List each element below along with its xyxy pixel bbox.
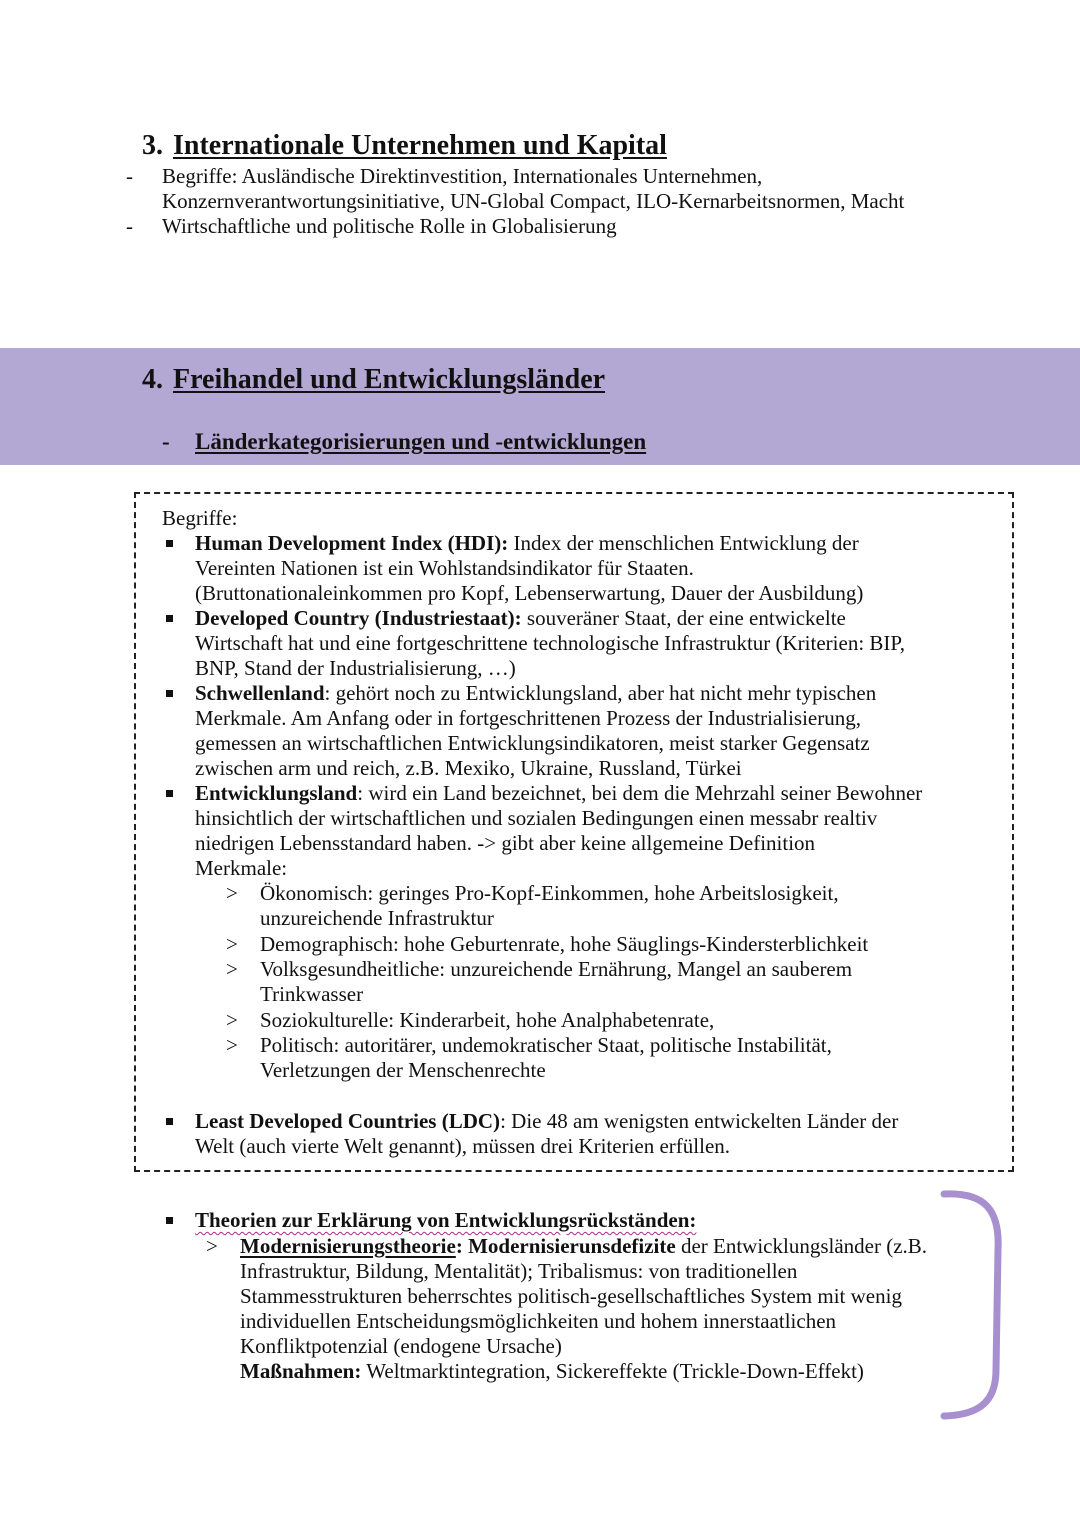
merkmal-5b: Verletzungen der Menschenrechte: [260, 1058, 546, 1082]
merkmal-1a: Ökonomisch: geringes Pro-Kopf-Einkommen, hohe Arbeitslosigkeit,: [260, 881, 839, 905]
entwicklungsland-line-2: hinsichtlich der wirtschaftlichen und sozialen Bedingungen einen messabr realtiv: [195, 806, 878, 830]
section3-dash-2: -: [126, 214, 133, 238]
hdi-line-2: Vereinten Nationen ist ein Wohlstandsindikator für Staaten.: [195, 556, 694, 580]
merkmal-marker: >: [226, 1033, 238, 1057]
modernisierung-defizite: Modernisierunsdefizite: [468, 1234, 676, 1258]
merkmal-1b: unzureichende Infrastruktur: [260, 906, 494, 930]
modernisierung-term: Modernisierungstheorie: [240, 1234, 456, 1258]
entwicklungsland-term: Entwicklungsland: [195, 781, 358, 805]
box-label: Begriffe:: [162, 506, 238, 530]
section3-line-3: Wirtschaftliche und politische Rolle in Globalisierung: [162, 214, 617, 238]
merkmal-marker: >: [226, 957, 238, 981]
bullet-square: [166, 1118, 173, 1125]
merkmal-marker: >: [226, 1008, 238, 1032]
hdi-line-1: [195, 531, 859, 556]
entwicklungsland-text: : wird ein Land bezeichnet, bei dem die Mehrzahl seiner Bewohner: [357, 781, 923, 805]
section3-dash-1: -: [126, 164, 133, 188]
ldc-term: Least Developed Countries (LDC): [195, 1109, 501, 1133]
developed-text: souveräner Staat, der eine entwickelte: [521, 606, 846, 630]
theorie-line-1: [240, 1234, 927, 1259]
section3-title: Internationale Unternehmen und Kapital: [173, 130, 667, 161]
ldc-text: : Die 48 am wenigsten entwickelten Länder der: [500, 1109, 899, 1133]
entwicklungsland-line-1: [195, 781, 922, 806]
bullet-square: [166, 615, 173, 622]
schwellenland-line-3: gemessen an wirtschaftlichen Entwicklungsindikatoren, meist starker Gegensatz: [195, 731, 870, 755]
section4-title: Freihandel und Entwicklungsländer: [173, 364, 606, 395]
merkmal-3a: Volksgesundheitliche: unzureichende Ernährung, Mangel an sauberem: [260, 957, 853, 981]
ldc-line-1: [195, 1109, 898, 1134]
merkmal-4: Soziokulturelle: Kinderarbeit, hohe Analphabetenrate,: [260, 1008, 715, 1032]
merkmal-2: Demographisch: hohe Geburtenrate, hohe Säuglings-Kindersterblichkeit: [260, 932, 869, 956]
merkmal-marker: >: [226, 932, 238, 956]
developed-line-1: [195, 606, 846, 631]
merkmale-label: Merkmale:: [195, 856, 288, 880]
hdi-line-3: (Bruttonationaleinkommen pro Kopf, Lebenserwartung, Dauer der Ausbildung): [195, 581, 864, 605]
theorie-marker: >: [206, 1234, 218, 1258]
hdi-text: Index der menschlichen Entwicklung der: [508, 531, 859, 555]
merkmal-3b: Trinkwasser: [260, 982, 364, 1006]
theorie-line-5: Konfliktpotenzial (endogene Ursache): [240, 1334, 562, 1358]
theorie-line-3: Stammesstrukturen beherrschtes politisch-gesellschaftliches System mit wenig: [240, 1284, 902, 1308]
theorie-line-2: Infrastruktur, Bildung, Mentalität); Tribalismus: von traditionellen: [240, 1259, 798, 1283]
schwellenland-line-1: [195, 681, 876, 706]
section3-number: 3.: [142, 130, 163, 161]
merkmal-marker: >: [226, 881, 238, 905]
bullet-square: [166, 790, 173, 797]
modernisierung-colon: :: [455, 1234, 469, 1258]
developed-line-2: Wirtschaft hat und eine fortgeschrittene technologische Infrastruktur (Kriterien: BIP,: [195, 631, 906, 655]
merkmal-5a: Politisch: autoritärer, undemokratischer Staat, politische Instabilität,: [260, 1033, 832, 1057]
developed-term: Developed Country (Industriestaat):: [195, 606, 522, 630]
massnahmen-line: [240, 1359, 864, 1384]
hdi-term: Human Development Index (HDI):: [195, 531, 509, 555]
schwellenland-line-2: Merkmale. Am Anfang oder in fortgeschrittenen Prozess der Industrialisierung,: [195, 706, 861, 730]
section4-heading: [142, 364, 605, 396]
bullet-square: [166, 690, 173, 697]
section3-heading: [142, 130, 667, 162]
theorie-line-1-rest: der Entwicklungsländer (z.B.: [675, 1234, 928, 1258]
schwellenland-term: Schwellenland: [195, 681, 325, 705]
ldc-line-2: Welt (auch vierte Welt genannt), müssen drei Kriterien erfüllen.: [195, 1134, 731, 1158]
schwellenland-text: : gehört noch zu Entwicklungsland, aber hat nicht mehr typischen: [324, 681, 877, 705]
section4-sub-dash: -: [162, 429, 170, 454]
theorie-line-4: individuellen Entscheidungsmöglichkeiten und hohem innerstaatlichen: [240, 1309, 837, 1333]
developed-line-3: BNP, Stand der Industrialisierung, …): [195, 656, 516, 680]
theorien-heading: Theorien zur Erklärung von Entwicklungsrückständen:: [195, 1208, 697, 1232]
massnahmen-label: Maßnahmen:: [240, 1359, 362, 1383]
section3-line-1: Begriffe: Ausländische Direktinvestition, Internationales Unternehmen,: [162, 164, 763, 188]
section3-line-2: Konzernverantwortungsinitiative, UN-Global Compact, ILO-Kernarbeitsnormen, Macht: [162, 189, 905, 213]
section4-number: 4.: [142, 364, 163, 395]
entwicklungsland-line-3: niedrigen Lebensstandard haben. -> gibt aber keine allgemeine Definition: [195, 831, 816, 855]
schwellenland-line-4: zwischen arm und reich, z.B. Mexiko, Ukraine, Russland, Türkei: [195, 756, 742, 780]
massnahmen-text: Weltmarktintegration, Sickereffekte (Trickle-Down-Effekt): [361, 1359, 864, 1383]
bullet-square: [166, 1217, 173, 1224]
section4-subtitle: Länderkategorisierungen und -entwicklungen: [195, 429, 647, 454]
bullet-square: [166, 540, 173, 547]
purple-bracket-annotation: [930, 1180, 1020, 1430]
